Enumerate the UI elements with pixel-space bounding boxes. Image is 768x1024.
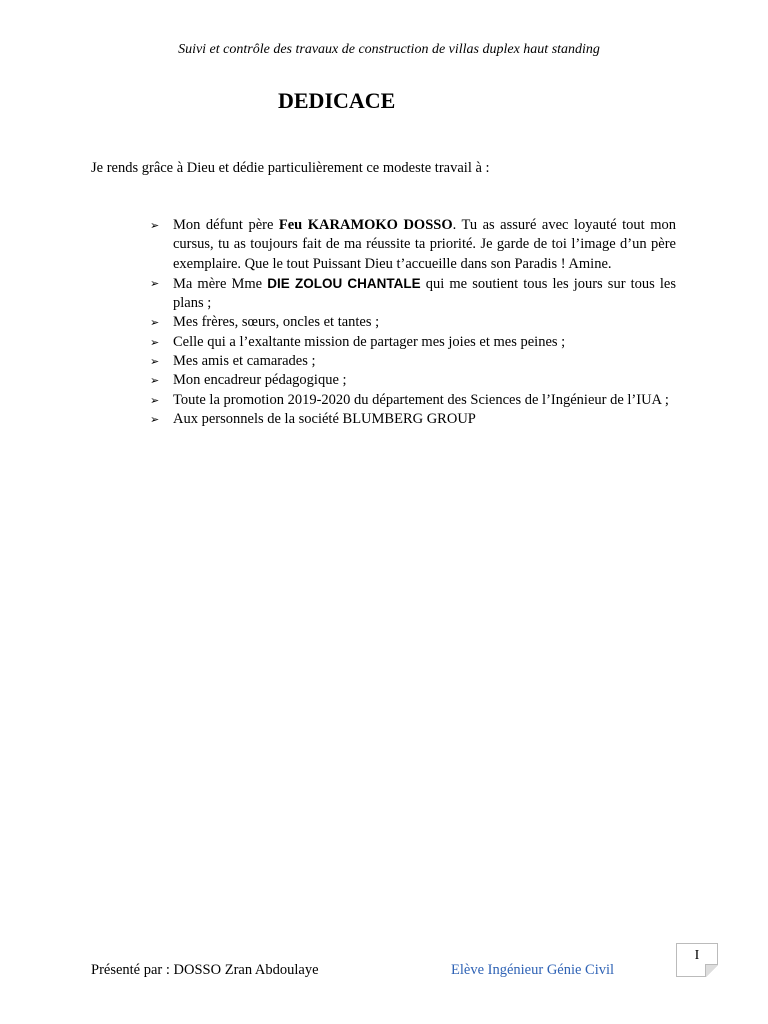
arrowhead-bullet-icon: ➢ [150, 219, 160, 232]
list-item [150, 371, 676, 390]
arrowhead-bullet-icon: ➢ [150, 276, 160, 290]
running-header: Suivi et contrôle des travaux de construction de villas duplex haut standing [178, 42, 600, 57]
item-text: Mes frères, sœurs, oncles et tantes ; [173, 314, 380, 331]
intro-text: Je rends grâce à Dieu et dédie particulièrement ce modeste travail à : [91, 160, 490, 176]
footer-author: Présenté par : DOSSO Zran Abdoulaye [91, 962, 319, 978]
item-text: Celle qui a l’exaltante mission de partager mes joies et mes peines ; [173, 333, 566, 350]
item-text: Aux personnels de la société BLUMBERG GROUP [173, 410, 476, 427]
list-item [150, 313, 676, 332]
item-text-continued: qui me soutient tous les jours sur tous les plans ; [173, 275, 677, 312]
item-text-continued: . Tu as assuré avec loyauté tout mon cursus, tu as toujours fait de ma réussite ta priorité. Je garde de toi l’image d’un père exemplaire. Que le tout Puissant Dieu t’accueille dans son Paradis ! Amine. [173, 217, 676, 272]
item-text: Toute la promotion 2019-2020 du département des Sciences de l’Ingénieur de l’IUA ; [173, 391, 669, 408]
arrowhead-bullet-icon: ➢ [150, 335, 160, 349]
list-item [150, 410, 676, 429]
page-title: DEDICACE [278, 88, 396, 113]
item-bold-text: DIE ZOLOU CHANTALE [267, 275, 421, 291]
item-text: Mon encadreur pédagogique ; [173, 372, 347, 389]
item-bold-text: Feu KARAMOKO DOSSO [278, 217, 453, 233]
arrowhead-bullet-icon: ➢ [150, 355, 160, 369]
arrowhead-bullet-icon: ➢ [150, 316, 160, 330]
item-text: Mes amis et camarades ; [173, 353, 316, 370]
page-fold-icon [705, 964, 718, 977]
arrowhead-bullet-icon: ➢ [150, 374, 160, 388]
page-number: I [694, 948, 700, 963]
list-item [150, 274, 676, 314]
list-item [150, 391, 676, 410]
dedication-list [150, 216, 676, 429]
footer-role: Elève Ingénieur Génie Civil [451, 962, 615, 978]
list-item [150, 333, 676, 352]
item-text: Mon défunt père [173, 217, 279, 233]
arrowhead-bullet-icon: ➢ [150, 412, 160, 426]
list-item [150, 216, 676, 274]
arrowhead-bullet-icon: ➢ [150, 393, 160, 407]
page-number-box [676, 943, 718, 977]
item-text: Ma mère Mme [173, 275, 268, 292]
list-item [150, 352, 676, 371]
